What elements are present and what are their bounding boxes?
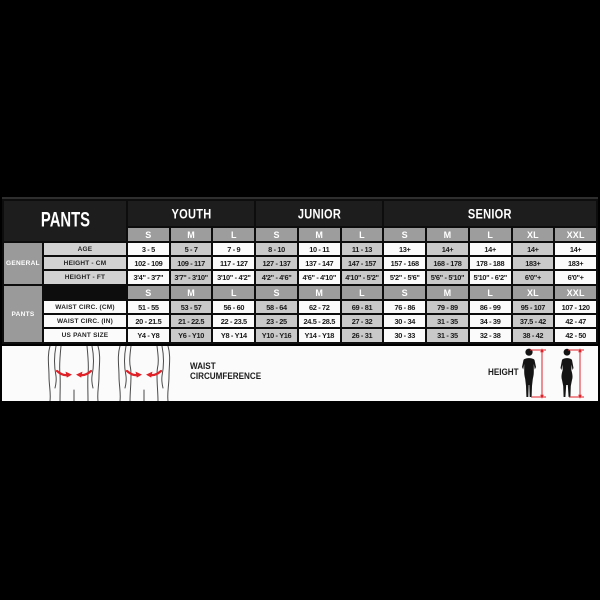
size-header: S [256, 286, 297, 299]
row-label-waist-cm: WAIST CIRC. (CM) [44, 301, 126, 313]
size-header: XL [513, 228, 554, 241]
table-cell: 183+ [555, 257, 596, 269]
table-cell: 14+ [427, 243, 468, 255]
size-header: L [213, 228, 254, 241]
table-cell: 31 - 35 [427, 329, 468, 342]
size-header: M [171, 286, 212, 299]
table-cell: Y4 - Y8 [128, 329, 169, 342]
size-header: S [256, 228, 297, 241]
size-header: S [128, 228, 169, 241]
table-cell: 79 - 89 [427, 301, 468, 313]
table-cell: 4'10" - 5'2" [342, 271, 383, 284]
table-cell: 13+ [384, 243, 425, 255]
size-header: M [427, 286, 468, 299]
table-cell: 109 - 117 [171, 257, 212, 269]
waist-label-line1: WAIST [190, 361, 216, 371]
size-table-grid [2, 199, 598, 344]
size-header: XXL [555, 228, 596, 241]
size-header: L [342, 286, 383, 299]
table-cell: 14+ [513, 243, 554, 255]
table-cell: 5'10" - 6'2" [470, 271, 511, 284]
table-cell: 5'6" - 5'10" [427, 271, 468, 284]
table-cell: 34 - 39 [470, 315, 511, 327]
table-cell: 10 - 11 [299, 243, 340, 255]
table-cell: 3 - 5 [128, 243, 169, 255]
table-title [4, 201, 126, 241]
table-cell: 31 - 35 [427, 315, 468, 327]
size-header: S [384, 228, 425, 241]
table-cell: 5 - 7 [171, 243, 212, 255]
table-cell: 4'2" - 4'6" [256, 271, 297, 284]
table-cell: Y8 - Y14 [213, 329, 254, 342]
size-header: S [384, 286, 425, 299]
waist-circumference-label [190, 361, 261, 381]
table-cell: 95 - 107 [513, 301, 554, 313]
waist-label-line2: CIRCUMFERENCE [190, 371, 262, 381]
table-cell: 30 - 34 [384, 315, 425, 327]
table-cell: 58 - 64 [256, 301, 297, 313]
table-cell: 107 - 120 [555, 301, 596, 313]
section-header-youth: YOUTH [128, 201, 254, 226]
size-header: S [128, 286, 169, 299]
table-cell: 11 - 13 [342, 243, 383, 255]
table-cell: 14+ [555, 243, 596, 255]
table-cell: 42 - 50 [555, 329, 596, 342]
table-cell: Y14 - Y18 [299, 329, 340, 342]
size-header: XXL [555, 286, 596, 299]
table-cell: 5'2" - 5'6" [384, 271, 425, 284]
table-cell: 24.5 - 28.5 [299, 315, 340, 327]
table-cell: 178 - 188 [470, 257, 511, 269]
table-cell: 32 - 38 [470, 329, 511, 342]
row-label-height-ft: HEIGHT - FT [44, 271, 126, 284]
table-cell: 27 - 32 [342, 315, 383, 327]
section-header-junior: JUNIOR [256, 201, 382, 226]
row-group-general: GENERAL [4, 243, 42, 284]
table-cell: 3'4" - 3'7" [128, 271, 169, 284]
height-label: HEIGHT [488, 367, 519, 377]
waist-measure-figures [42, 346, 172, 401]
table-cell: 37.5 - 42 [513, 315, 554, 327]
table-cell: 51 - 55 [128, 301, 169, 313]
size-header: L [213, 286, 254, 299]
table-cell: 8 - 10 [256, 243, 297, 255]
table-cell: 102 - 109 [128, 257, 169, 269]
measurement-legend-band [2, 346, 598, 401]
empty-cell [44, 286, 126, 299]
row-label-height-cm: HEIGHT - CM [44, 257, 126, 269]
table-title-text: PANTS [40, 208, 90, 233]
row-label-us-pant-size: US PANT SIZE [44, 329, 126, 342]
table-cell: 21 - 22.5 [171, 315, 212, 327]
pants-size-table [2, 197, 598, 344]
table-cell: 127 - 137 [256, 257, 297, 269]
row-group-pants: PANTS [4, 286, 42, 342]
table-cell: 86 - 99 [470, 301, 511, 313]
table-cell: 147 - 157 [342, 257, 383, 269]
table-cell: 6'0"+ [555, 271, 596, 284]
table-cell: 183+ [513, 257, 554, 269]
table-cell: 117 - 127 [213, 257, 254, 269]
size-header: M [299, 228, 340, 241]
table-cell: 56 - 60 [213, 301, 254, 313]
section-header-senior: SENIOR [384, 201, 596, 226]
table-cell: 14+ [470, 243, 511, 255]
table-cell: 3'7" - 3'10" [171, 271, 212, 284]
table-cell: 69 - 81 [342, 301, 383, 313]
table-cell: 42 - 47 [555, 315, 596, 327]
table-cell: 168 - 178 [427, 257, 468, 269]
table-cell: 30 - 33 [384, 329, 425, 342]
table-cell: 22 - 23.5 [213, 315, 254, 327]
size-header: M [427, 228, 468, 241]
height-measure-figures [518, 348, 594, 399]
table-cell: 20 - 21.5 [128, 315, 169, 327]
table-cell: 3'10" - 4'2" [213, 271, 254, 284]
size-header: XL [513, 286, 554, 299]
table-cell: 38 - 42 [513, 329, 554, 342]
table-cell: 76 - 86 [384, 301, 425, 313]
table-cell: Y10 - Y16 [256, 329, 297, 342]
size-header: M [299, 286, 340, 299]
row-label-waist-in: WAIST CIRC. (IN) [44, 315, 126, 327]
table-cell: 6'0"+ [513, 271, 554, 284]
row-label-age: AGE [44, 243, 126, 255]
size-header: L [470, 286, 511, 299]
size-header: M [171, 228, 212, 241]
table-cell: 4'6" - 4'10" [299, 271, 340, 284]
table-cell: 23 - 25 [256, 315, 297, 327]
table-cell: 26 - 31 [342, 329, 383, 342]
table-cell: Y6 - Y10 [171, 329, 212, 342]
table-cell: 157 - 168 [384, 257, 425, 269]
table-cell: 53 - 57 [171, 301, 212, 313]
table-cell: 137 - 147 [299, 257, 340, 269]
table-cell: 62 - 72 [299, 301, 340, 313]
size-header: L [470, 228, 511, 241]
size-header: L [342, 228, 383, 241]
table-cell: 7 - 9 [213, 243, 254, 255]
